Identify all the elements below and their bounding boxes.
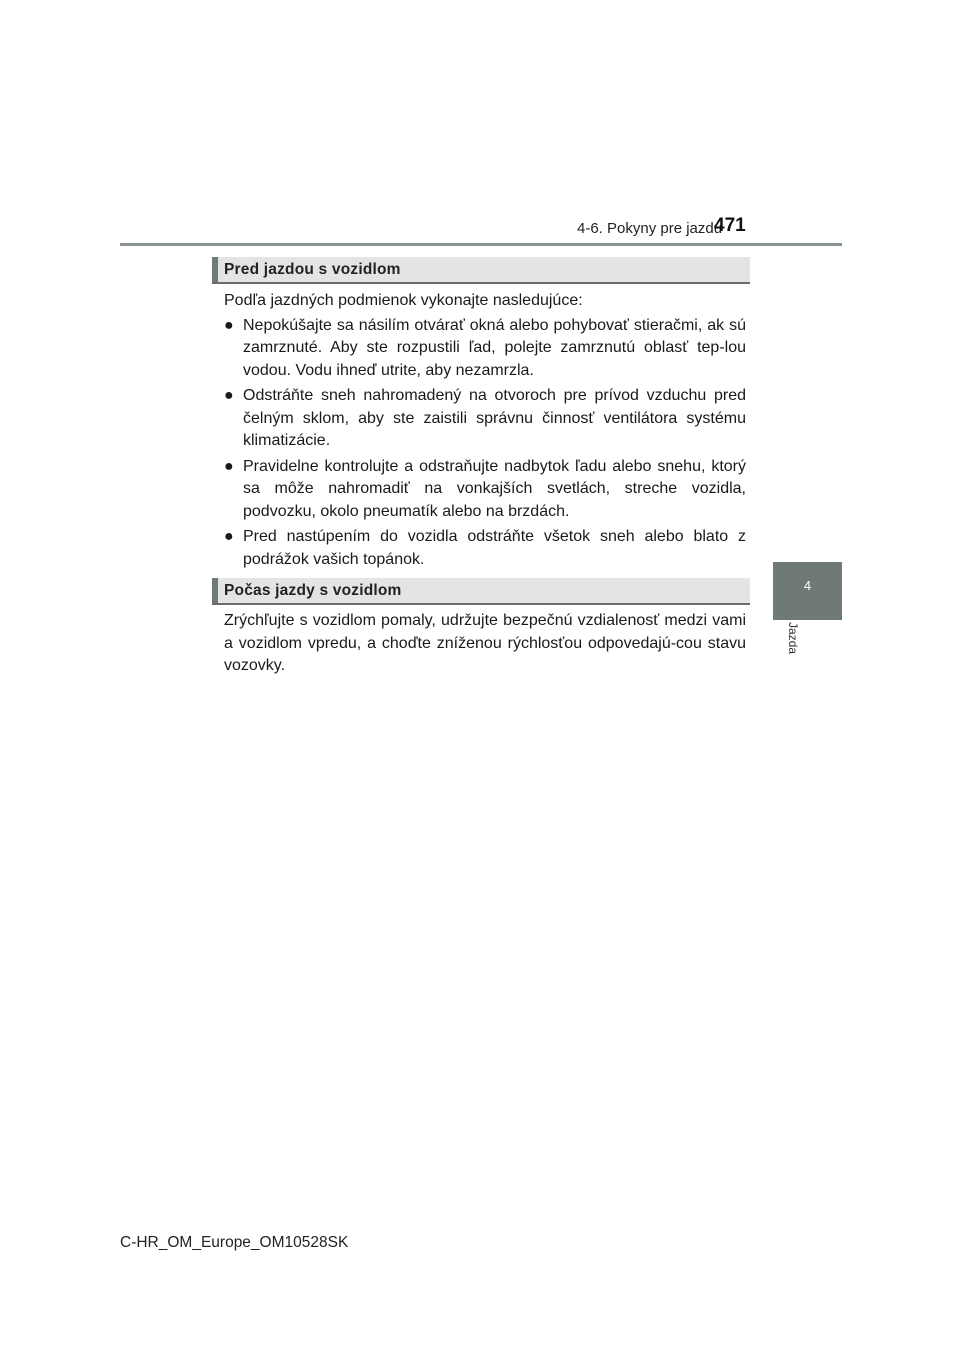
list-item: [224, 456, 746, 524]
chapter-tab: [773, 562, 842, 620]
bullet-list: [224, 315, 746, 572]
list-item-text: Pravidelne kontrolujte a odstraňujte nadbytok ľadu alebo snehu, ktorý sa môže nahromadiť na vonkajších svetlách, streche vozidla, podvozku, okolo pneumatík alebo na brzdách.: [243, 457, 746, 520]
page-footer: C-HR_OM_Europe_OM10528SK: [120, 1234, 349, 1251]
page-number: 471: [714, 215, 746, 236]
section-heading-before-driving: [212, 257, 750, 284]
list-item-text: Odstráňte sneh nahromadený na otvoroch pre prívod vzduchu pred čelným sklom, aby ste zaistili správnu činnosť ventilátora systému klimatizácie.: [243, 387, 746, 449]
page-header-section: 4-6. Pokyny pre jazdu: [577, 220, 723, 237]
section-heading-title: Počas jazdy s vozidlom: [224, 582, 402, 599]
section-heading-title: Pred jazdou s vozidlom: [224, 261, 401, 278]
list-item: [224, 385, 746, 453]
section-intro: Podľa jazdných podmienok vykonajte nasledujúce:: [224, 292, 583, 309]
section-heading-bar: [212, 578, 218, 603]
list-item-text: Pred nastúpením do vozidla odstráňte všetok sneh alebo blato z podrážok vašich topánok.: [243, 528, 746, 568]
header-rule: [120, 243, 842, 246]
list-item: [224, 315, 746, 383]
section-body-while-driving: [224, 610, 746, 678]
bullet-icon: ●: [224, 387, 234, 404]
section-paragraph: Zrýchľujte s vozidlom pomaly, udržujte bezpečnú vzdialenosť medzi vami a vozidlom vpredu, a choďte zníženou rýchlosťou odpovedajú-cou stavu vozovky.: [224, 612, 746, 674]
section-heading-bar: [212, 257, 218, 282]
chapter-tab-label-text: Jazda: [786, 622, 800, 655]
chapter-tab-label: [786, 622, 800, 672]
bullet-icon: ●: [224, 457, 234, 475]
section-heading-while-driving: [212, 578, 750, 605]
section-body-before-driving: [224, 290, 746, 574]
list-item-text: Nepokúšajte sa násilím otvárať okná alebo pohybovať stieračmi, ak sú zamrznuté. Aby ste rozpustili ľad, polejte zamrznutú oblasť tep-lou vodou. Vodu ihneď utrite, aby nezamrzla.: [243, 316, 746, 379]
bullet-icon: ●: [224, 316, 234, 334]
list-item: [224, 526, 746, 571]
bullet-icon: ●: [224, 528, 234, 545]
chapter-tab-number: 4: [803, 578, 812, 593]
